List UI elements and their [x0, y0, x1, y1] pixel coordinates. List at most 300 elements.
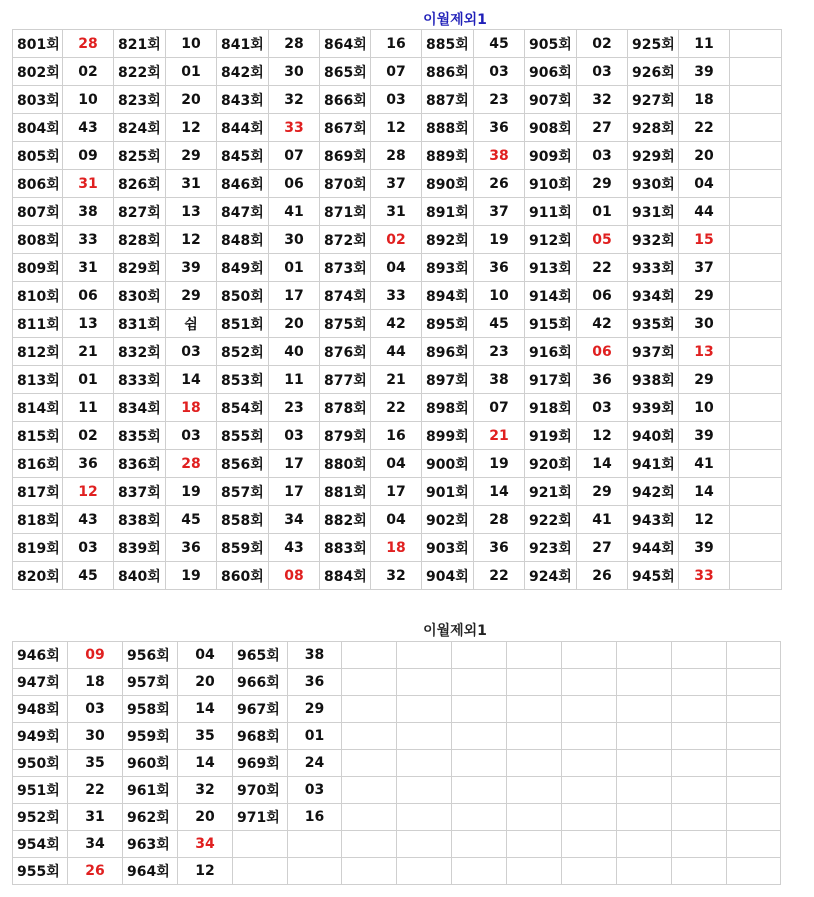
empty-cell [397, 642, 452, 669]
empty-cell [507, 777, 562, 804]
round-label: 832회 [114, 338, 166, 366]
empty-cell [672, 858, 727, 885]
table-row [13, 723, 781, 750]
round-label: 818회 [13, 506, 63, 534]
empty-cell [452, 804, 507, 831]
round-value: 45 [474, 310, 525, 338]
round-label: 892회 [422, 226, 474, 254]
round-value: 39 [679, 58, 730, 86]
round-label: 870회 [320, 170, 371, 198]
round-value: 19 [166, 562, 217, 590]
round-value: 14 [679, 478, 730, 506]
empty-cell [727, 723, 781, 750]
empty-cell [452, 642, 507, 669]
empty-cell [727, 831, 781, 858]
round-label: 869회 [320, 142, 371, 170]
empty-cell [397, 777, 452, 804]
round-value: 10 [474, 282, 525, 310]
round-value: 06 [577, 282, 628, 310]
round-label: 828회 [114, 226, 166, 254]
round-value: 36 [63, 450, 114, 478]
round-label: 962회 [123, 804, 178, 831]
round-label: 891회 [422, 198, 474, 226]
round-label: 878회 [320, 394, 371, 422]
empty-cell [617, 669, 672, 696]
round-label: 808회 [13, 226, 63, 254]
round-label: 968회 [233, 723, 288, 750]
round-label: 917회 [525, 366, 577, 394]
round-value: 31 [68, 804, 123, 831]
round-label: 920회 [525, 450, 577, 478]
table-row [13, 450, 782, 478]
round-label: 840회 [114, 562, 166, 590]
round-value: 12 [679, 506, 730, 534]
round-label: 836회 [114, 450, 166, 478]
round-value: 05 [577, 226, 628, 254]
round-value: 13 [63, 310, 114, 338]
round-label: 903회 [422, 534, 474, 562]
empty-cell [730, 562, 782, 590]
round-value: 27 [577, 114, 628, 142]
round-label: 969회 [233, 750, 288, 777]
empty-cell [730, 254, 782, 282]
round-table-2 [12, 641, 781, 885]
round-label: 848회 [217, 226, 269, 254]
empty-cell [452, 750, 507, 777]
section2-title: 이월제외1 [423, 623, 487, 639]
table-row [13, 696, 781, 723]
round-value: 35 [68, 750, 123, 777]
empty-cell [507, 858, 562, 885]
round-value: 30 [679, 310, 730, 338]
round-value: 28 [63, 30, 114, 58]
empty-cell [617, 831, 672, 858]
round-label: 864회 [320, 30, 371, 58]
round-label: 860회 [217, 562, 269, 590]
round-label: 897회 [422, 366, 474, 394]
round-label [233, 831, 288, 858]
round-value: 17 [269, 478, 320, 506]
round-label: 885회 [422, 30, 474, 58]
table-row [13, 254, 782, 282]
round-value: 29 [577, 170, 628, 198]
round-value: 36 [577, 366, 628, 394]
round-value: 06 [63, 282, 114, 310]
empty-cell [672, 777, 727, 804]
round-label: 961회 [123, 777, 178, 804]
empty-cell [342, 858, 397, 885]
round-value: 33 [371, 282, 422, 310]
round-value: 38 [63, 198, 114, 226]
round-label: 935회 [628, 310, 679, 338]
empty-cell [397, 696, 452, 723]
round-value: 22 [371, 394, 422, 422]
empty-cell [727, 858, 781, 885]
round-label: 923회 [525, 534, 577, 562]
round-value: 12 [577, 422, 628, 450]
round-value: 29 [166, 282, 217, 310]
empty-cell [730, 58, 782, 86]
round-label: 815회 [13, 422, 63, 450]
round-label: 842회 [217, 58, 269, 86]
empty-cell [507, 642, 562, 669]
round-label: 807회 [13, 198, 63, 226]
round-value [288, 831, 342, 858]
round-value: 17 [371, 478, 422, 506]
round-label: 901회 [422, 478, 474, 506]
round-value: 03 [68, 696, 123, 723]
round-label: 817회 [13, 478, 63, 506]
round-label: 806회 [13, 170, 63, 198]
table-row [13, 422, 782, 450]
round-label: 918회 [525, 394, 577, 422]
empty-cell [452, 858, 507, 885]
round-value: 04 [178, 642, 233, 669]
round-value: 10 [166, 30, 217, 58]
round-value: 03 [577, 142, 628, 170]
round-label: 893회 [422, 254, 474, 282]
round-label: 928회 [628, 114, 679, 142]
round-value: 14 [178, 750, 233, 777]
empty-cell [730, 506, 782, 534]
round-label: 810회 [13, 282, 63, 310]
round-label: 960회 [123, 750, 178, 777]
round-value: 40 [269, 338, 320, 366]
empty-cell [730, 198, 782, 226]
round-value: 06 [577, 338, 628, 366]
round-value: 09 [68, 642, 123, 669]
round-value: 13 [679, 338, 730, 366]
round-value: 44 [679, 198, 730, 226]
round-value: 06 [269, 170, 320, 198]
empty-cell [452, 723, 507, 750]
empty-cell [342, 777, 397, 804]
round-value: 18 [371, 534, 422, 562]
empty-cell [397, 831, 452, 858]
empty-cell [730, 86, 782, 114]
round-label: 914회 [525, 282, 577, 310]
round-value: 45 [474, 30, 525, 58]
round-value: 14 [577, 450, 628, 478]
round-value: 10 [679, 394, 730, 422]
round-value: 19 [474, 450, 525, 478]
round-value: 20 [269, 310, 320, 338]
round-label: 841회 [217, 30, 269, 58]
table-row [13, 310, 782, 338]
round-label: 932회 [628, 226, 679, 254]
round-label: 814회 [13, 394, 63, 422]
round-label: 824회 [114, 114, 166, 142]
empty-cell [672, 723, 727, 750]
round-value: 12 [178, 858, 233, 885]
round-value: 09 [63, 142, 114, 170]
round-label: 956회 [123, 642, 178, 669]
round-value: 36 [166, 534, 217, 562]
round-label: 851회 [217, 310, 269, 338]
table-row [13, 170, 782, 198]
round-label: 865회 [320, 58, 371, 86]
round-value: 07 [269, 142, 320, 170]
round-label: 805회 [13, 142, 63, 170]
round-value: 11 [63, 394, 114, 422]
round-label: 950회 [13, 750, 68, 777]
empty-cell [730, 422, 782, 450]
round-label: 926회 [628, 58, 679, 86]
round-value: 29 [679, 366, 730, 394]
round-label: 888회 [422, 114, 474, 142]
round-value: 18 [166, 394, 217, 422]
round-value: 38 [474, 142, 525, 170]
round-label: 880회 [320, 450, 371, 478]
round-value: 04 [679, 170, 730, 198]
round-value: 02 [63, 58, 114, 86]
round-value: 32 [371, 562, 422, 590]
empty-cell [672, 750, 727, 777]
round-label: 816회 [13, 450, 63, 478]
round-label: 927회 [628, 86, 679, 114]
empty-cell [672, 642, 727, 669]
round-label: 946회 [13, 642, 68, 669]
table-row [13, 58, 782, 86]
round-value: 03 [371, 86, 422, 114]
round-label: 931회 [628, 198, 679, 226]
empty-cell [342, 669, 397, 696]
round-value: 11 [269, 366, 320, 394]
empty-cell [727, 669, 781, 696]
empty-cell [507, 831, 562, 858]
round-label: 804회 [13, 114, 63, 142]
table-row [13, 86, 782, 114]
round-label: 944회 [628, 534, 679, 562]
round-value: 03 [166, 422, 217, 450]
round-value: 19 [474, 226, 525, 254]
empty-cell [452, 831, 507, 858]
round-label: 930회 [628, 170, 679, 198]
round-value: 20 [166, 86, 217, 114]
round-value: 20 [178, 804, 233, 831]
round-value: 34 [68, 831, 123, 858]
round-label: 905회 [525, 30, 577, 58]
table-row [13, 198, 782, 226]
empty-cell [397, 723, 452, 750]
round-value: 16 [371, 30, 422, 58]
empty-cell [617, 777, 672, 804]
round-value: 04 [371, 506, 422, 534]
round-value: 41 [577, 506, 628, 534]
round-label: 811회 [13, 310, 63, 338]
empty-cell [730, 30, 782, 58]
empty-cell [730, 114, 782, 142]
table-row [13, 642, 781, 669]
round-value: 42 [371, 310, 422, 338]
round-label: 965회 [233, 642, 288, 669]
round-value: 12 [63, 478, 114, 506]
empty-cell [507, 696, 562, 723]
round-label: 902회 [422, 506, 474, 534]
round-label: 967회 [233, 696, 288, 723]
table-row [13, 338, 782, 366]
round-label: 854회 [217, 394, 269, 422]
round-value: 18 [68, 669, 123, 696]
round-label: 910회 [525, 170, 577, 198]
round-value: 45 [63, 562, 114, 590]
round-value: 17 [269, 450, 320, 478]
table-row [13, 226, 782, 254]
round-value: 28 [269, 30, 320, 58]
empty-cell [342, 696, 397, 723]
round-label: 877회 [320, 366, 371, 394]
table-row [13, 142, 782, 170]
round-label: 922회 [525, 506, 577, 534]
round-label: 890회 [422, 170, 474, 198]
empty-cell [727, 642, 781, 669]
empty-cell [562, 831, 617, 858]
round-value: 14 [166, 366, 217, 394]
round-value: 29 [679, 282, 730, 310]
round-value: 20 [178, 669, 233, 696]
round-value: 29 [288, 696, 342, 723]
round-label: 812회 [13, 338, 63, 366]
round-value: 17 [269, 282, 320, 310]
empty-cell [727, 696, 781, 723]
section1-title: 이월제외1 [423, 12, 487, 28]
round-label: 919회 [525, 422, 577, 450]
round-label: 813회 [13, 366, 63, 394]
round-value: 쉼 [166, 310, 217, 338]
empty-cell [562, 696, 617, 723]
round-label: 945회 [628, 562, 679, 590]
round-label: 971회 [233, 804, 288, 831]
round-label: 943회 [628, 506, 679, 534]
round-value: 33 [679, 562, 730, 590]
round-label: 938회 [628, 366, 679, 394]
round-label: 839회 [114, 534, 166, 562]
empty-cell [672, 696, 727, 723]
table-row [13, 669, 781, 696]
empty-cell [730, 450, 782, 478]
table-row [13, 831, 781, 858]
empty-cell [562, 750, 617, 777]
round-value: 03 [166, 338, 217, 366]
round-value: 23 [474, 86, 525, 114]
empty-cell [617, 723, 672, 750]
empty-cell [730, 366, 782, 394]
round-value: 21 [371, 366, 422, 394]
round-label: 933회 [628, 254, 679, 282]
empty-cell [672, 831, 727, 858]
empty-cell [730, 142, 782, 170]
round-value: 27 [577, 534, 628, 562]
round-label: 949회 [13, 723, 68, 750]
empty-cell [397, 858, 452, 885]
round-label: 884회 [320, 562, 371, 590]
round-label: 883회 [320, 534, 371, 562]
empty-cell [730, 478, 782, 506]
round-value: 35 [178, 723, 233, 750]
empty-cell [397, 804, 452, 831]
round-value: 02 [577, 30, 628, 58]
round-value: 31 [371, 198, 422, 226]
round-value: 39 [679, 422, 730, 450]
empty-cell [617, 750, 672, 777]
round-value: 22 [474, 562, 525, 590]
table-row [13, 394, 782, 422]
round-value: 03 [474, 58, 525, 86]
round-value: 30 [269, 226, 320, 254]
table-row [13, 506, 782, 534]
round-value: 20 [679, 142, 730, 170]
empty-cell [452, 696, 507, 723]
round-value: 32 [269, 86, 320, 114]
round-value: 36 [474, 114, 525, 142]
round-label: 925회 [628, 30, 679, 58]
empty-cell [342, 804, 397, 831]
round-label: 921회 [525, 478, 577, 506]
round-value: 14 [474, 478, 525, 506]
round-label: 908회 [525, 114, 577, 142]
round-label: 913회 [525, 254, 577, 282]
round-value: 18 [679, 86, 730, 114]
round-value: 02 [63, 422, 114, 450]
round-label: 844회 [217, 114, 269, 142]
empty-cell [730, 226, 782, 254]
round-value: 39 [679, 534, 730, 562]
table-row [13, 478, 782, 506]
table-row [13, 114, 782, 142]
round-label: 912회 [525, 226, 577, 254]
table-row [13, 30, 782, 58]
round-label: 948회 [13, 696, 68, 723]
round-value: 34 [269, 506, 320, 534]
round-value: 23 [269, 394, 320, 422]
round-label: 852회 [217, 338, 269, 366]
round-label: 845회 [217, 142, 269, 170]
round-label: 874회 [320, 282, 371, 310]
empty-cell [507, 669, 562, 696]
round-value: 37 [474, 198, 525, 226]
round-value: 36 [288, 669, 342, 696]
round-label: 822회 [114, 58, 166, 86]
empty-cell [562, 723, 617, 750]
round-label: 801회 [13, 30, 63, 58]
round-label: 867회 [320, 114, 371, 142]
round-value: 33 [63, 226, 114, 254]
round-value: 31 [63, 170, 114, 198]
round-label: 825회 [114, 142, 166, 170]
round-value: 38 [474, 366, 525, 394]
round-label: 829회 [114, 254, 166, 282]
round-label: 940회 [628, 422, 679, 450]
empty-cell [342, 750, 397, 777]
table-row [13, 562, 782, 590]
round-label: 859회 [217, 534, 269, 562]
round-label: 871회 [320, 198, 371, 226]
table-row [13, 366, 782, 394]
round-value: 12 [166, 114, 217, 142]
round-value: 01 [577, 198, 628, 226]
empty-cell [730, 534, 782, 562]
round-label: 850회 [217, 282, 269, 310]
round-label: 876회 [320, 338, 371, 366]
round-label: 826회 [114, 170, 166, 198]
empty-cell [342, 831, 397, 858]
empty-cell [562, 669, 617, 696]
round-label: 847회 [217, 198, 269, 226]
empty-cell [562, 804, 617, 831]
round-label [233, 858, 288, 885]
round-value: 07 [371, 58, 422, 86]
round-label: 819회 [13, 534, 63, 562]
